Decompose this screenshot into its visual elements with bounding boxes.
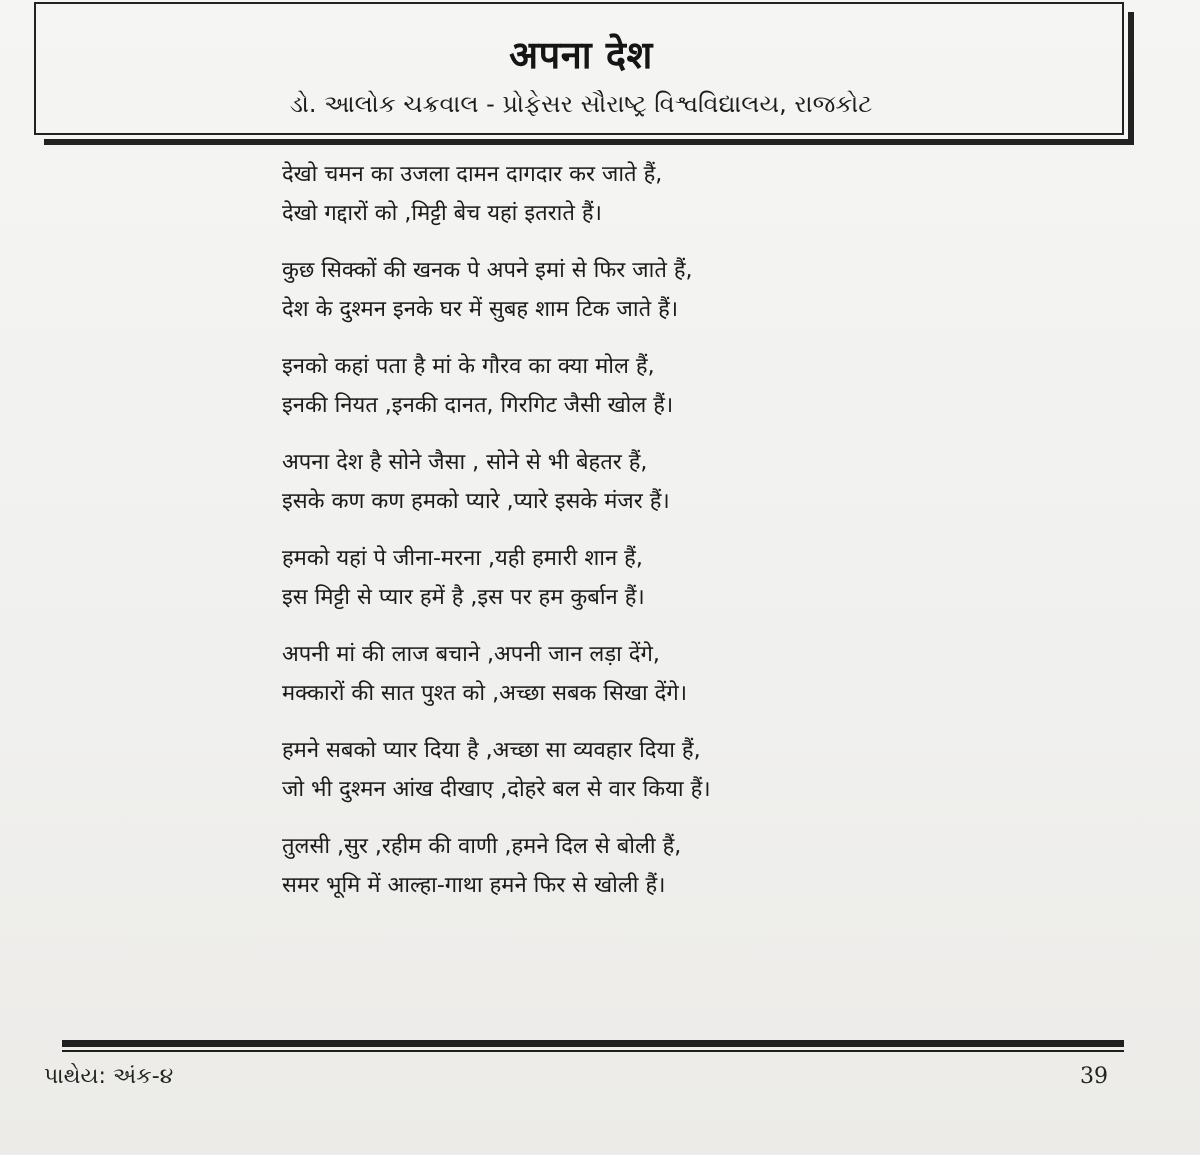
- author-line: ડો. આલોક ચક્રવાલ - પ્રોફેસર સૌરાષ્ટ્ર વિશ્વવિદ્યાલય, રાજકોટ: [289, 90, 873, 118]
- poem-line: देश के दुश्मन इनके घर में सुबह शाम टिक जाते हैं।: [282, 297, 679, 322]
- title-box: [34, 2, 1124, 135]
- stanza: [282, 347, 922, 425]
- poem-line: देखो गद्दारों को ,मिट्टी बेच यहां इतराते हैं।: [282, 201, 602, 226]
- poem-line: जो भी दुश्मन आंख दीखाए ,दोहरे बल से वार किया हैं।: [282, 777, 711, 802]
- poem-line: समर भूमि में आल्हा-गाथा हमने फिर से खोली हैं।: [282, 873, 666, 898]
- poem-line: इनको कहां पता है मां के गौरव का क्या मोल हैं,: [282, 354, 655, 379]
- stanza: [282, 827, 922, 905]
- poem-line: हमने सबको प्यार दिया है ,अच्छा सा व्यवहार दिया हैं,: [282, 738, 701, 763]
- publication-issue: પાથેય: અંક-૪: [44, 1064, 174, 1089]
- page-number: 39: [1080, 1064, 1108, 1089]
- poem-line: मक्कारों की सात पुश्त को ,अच्छा सबक सिखा देंगे।: [282, 681, 688, 706]
- poem-line: अपना देश है सोने जैसा , सोने से भी बेहतर हैं,: [282, 450, 648, 475]
- poem-line: तुलसी ,सुर ,रहीम की वाणी ,हमने दिल से बोली हैं,: [282, 834, 682, 859]
- poem-body: [282, 155, 922, 923]
- poem-line: इस मिट्टी से प्यार हमें है ,इस पर हम कुर्बान हैं।: [282, 585, 645, 610]
- stanza: [282, 539, 922, 617]
- footer-divider-thin: [62, 1050, 1124, 1052]
- footer-divider: [62, 1040, 1124, 1047]
- poem-line: देखो चमन का उजला दामन दागदार कर जाते हैं,: [282, 162, 663, 187]
- poem-line: कुछ सिक्कों की खनक पे अपने इमां से फिर जाते हैं,: [282, 258, 693, 283]
- poem-line: अपनी मां की लाज बचाने ,अपनी जान लड़ा देंगे,: [282, 642, 660, 667]
- stanza: [282, 443, 922, 521]
- poem-line: इनकी नियत ,इनकी दानत, गिरगिट जैसी खोल हैं।: [282, 393, 674, 418]
- stanza: [282, 635, 922, 713]
- poem-title: अपना देश: [509, 33, 653, 77]
- stanza: [282, 731, 922, 809]
- stanza: [282, 251, 922, 329]
- stanza: [282, 155, 922, 233]
- poem-line: हमको यहां पे जीना-मरना ,यही हमारी शान हैं,: [282, 546, 643, 571]
- poem-line: इसके कण कण हमको प्यारे ,प्यारे इसके मंजर हैं।: [282, 489, 670, 514]
